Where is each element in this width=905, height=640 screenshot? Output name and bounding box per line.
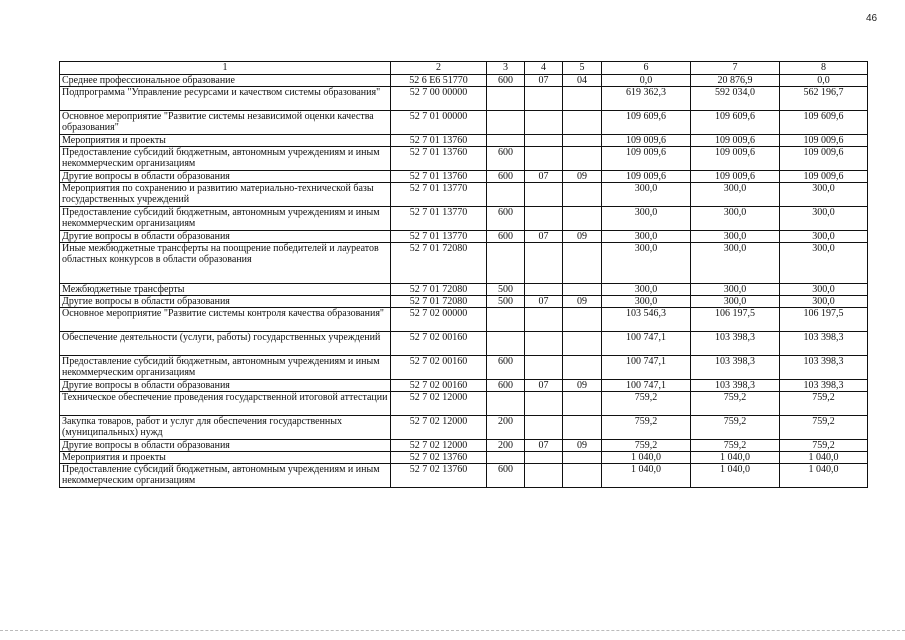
subsection-cell <box>563 111 602 135</box>
amount-year1-cell: 109 009,6 <box>602 171 691 183</box>
amount-year1-cell: 300,0 <box>602 183 691 207</box>
subsection-cell: 09 <box>563 380 602 392</box>
amount-year1-cell: 300,0 <box>602 284 691 296</box>
item-name-cell: Закупка товаров, работ и услуг для обеспечения государственных (муниципальных) нужд <box>60 416 391 440</box>
amount-year3-cell: 109 009,6 <box>780 135 868 147</box>
amount-year1-cell: 1 040,0 <box>602 452 691 464</box>
target-code-cell: 52 7 02 00160 <box>391 356 487 380</box>
table-row <box>60 332 868 356</box>
subsection-cell: 09 <box>563 231 602 243</box>
target-code-cell: 52 7 01 13770 <box>391 183 487 207</box>
section-cell: 07 <box>525 296 563 308</box>
table-row <box>60 171 868 183</box>
page-number: 46 <box>866 13 878 24</box>
item-name-cell: Мероприятия и проекты <box>60 452 391 464</box>
target-code-cell: 52 7 02 12000 <box>391 416 487 440</box>
expense-type-cell <box>487 308 525 332</box>
item-name-cell: Другие вопросы в области образования <box>60 440 391 452</box>
amount-year1-cell: 109 009,6 <box>602 147 691 171</box>
header-cell-5: 5 <box>563 62 602 75</box>
subsection-cell <box>563 392 602 416</box>
expense-type-cell: 500 <box>487 284 525 296</box>
target-code-cell: 52 6 E6 51770 <box>391 75 487 87</box>
section-cell <box>525 308 563 332</box>
amount-year1-cell: 300,0 <box>602 231 691 243</box>
amount-year2-cell: 103 398,3 <box>691 356 780 380</box>
item-name-cell: Иные межбюджетные трансферты на поощрение победителей и лауреатов областных конкурсов в области образования <box>60 243 391 284</box>
amount-year3-cell: 103 398,3 <box>780 380 868 392</box>
section-cell: 07 <box>525 380 563 392</box>
subsection-cell: 09 <box>563 171 602 183</box>
expense-type-cell: 600 <box>487 231 525 243</box>
amount-year1-cell: 0,0 <box>602 75 691 87</box>
table-row <box>60 87 868 111</box>
table-row <box>60 231 868 243</box>
subsection-cell <box>563 183 602 207</box>
table-row <box>60 183 868 207</box>
expense-type-cell: 600 <box>487 75 525 87</box>
header-cell-2: 2 <box>391 62 487 75</box>
expense-type-cell <box>487 87 525 111</box>
subsection-cell <box>563 207 602 231</box>
item-name-cell: Другие вопросы в области образования <box>60 171 391 183</box>
item-name-cell: Межбюджетные трансферты <box>60 284 391 296</box>
target-code-cell: 52 7 00 00000 <box>391 87 487 111</box>
subsection-cell <box>563 464 602 488</box>
expense-type-cell: 600 <box>487 356 525 380</box>
item-name-cell: Мероприятия по сохранению и развитию материально-технической базы государственных учреждений <box>60 183 391 207</box>
expense-type-cell: 200 <box>487 440 525 452</box>
section-cell <box>525 416 563 440</box>
section-cell: 07 <box>525 231 563 243</box>
amount-year2-cell: 20 876,9 <box>691 75 780 87</box>
expense-type-cell <box>487 243 525 284</box>
header-cell-4: 4 <box>525 62 563 75</box>
expense-type-cell <box>487 135 525 147</box>
table-row <box>60 452 868 464</box>
item-name-cell: Среднее профессиональное образование <box>60 75 391 87</box>
expense-type-cell: 600 <box>487 171 525 183</box>
section-cell <box>525 284 563 296</box>
amount-year3-cell: 0,0 <box>780 75 868 87</box>
target-code-cell: 52 7 01 00000 <box>391 111 487 135</box>
section-cell <box>525 464 563 488</box>
subsection-cell <box>563 356 602 380</box>
target-code-cell: 52 7 01 13760 <box>391 171 487 183</box>
amount-year3-cell: 759,2 <box>780 416 868 440</box>
section-cell: 07 <box>525 171 563 183</box>
amount-year2-cell: 106 197,5 <box>691 308 780 332</box>
section-cell <box>525 452 563 464</box>
table-row <box>60 243 868 284</box>
amount-year1-cell: 100 747,1 <box>602 380 691 392</box>
amount-year3-cell: 109 009,6 <box>780 147 868 171</box>
header-row <box>60 62 868 75</box>
subsection-cell <box>563 284 602 296</box>
table-row <box>60 111 868 135</box>
table-row <box>60 147 868 171</box>
amount-year1-cell: 300,0 <box>602 207 691 231</box>
subsection-cell <box>563 332 602 356</box>
amount-year2-cell: 1 040,0 <box>691 452 780 464</box>
item-name-cell: Обеспечение деятельности (услуги, работы) государственных учреждений <box>60 332 391 356</box>
table-row <box>60 308 868 332</box>
amount-year2-cell: 300,0 <box>691 183 780 207</box>
target-code-cell: 52 7 02 12000 <box>391 440 487 452</box>
amount-year1-cell: 103 546,3 <box>602 308 691 332</box>
amount-year3-cell: 300,0 <box>780 183 868 207</box>
subsection-cell <box>563 416 602 440</box>
amount-year2-cell: 759,2 <box>691 392 780 416</box>
amount-year2-cell: 109 009,6 <box>691 147 780 171</box>
table-row <box>60 464 868 488</box>
section-cell: 07 <box>525 75 563 87</box>
amount-year3-cell: 103 398,3 <box>780 356 868 380</box>
section-cell: 07 <box>525 440 563 452</box>
subsection-cell: 09 <box>563 440 602 452</box>
table-row <box>60 207 868 231</box>
subsection-cell: 09 <box>563 296 602 308</box>
amount-year2-cell: 300,0 <box>691 231 780 243</box>
amount-year2-cell: 109 009,6 <box>691 171 780 183</box>
amount-year3-cell: 109 009,6 <box>780 171 868 183</box>
amount-year3-cell: 103 398,3 <box>780 332 868 356</box>
subsection-cell <box>563 308 602 332</box>
section-cell <box>525 243 563 284</box>
item-name-cell: Предоставление субсидий бюджетным, автономным учреждениям и иным некоммерческим организациям <box>60 464 391 488</box>
expense-type-cell <box>487 111 525 135</box>
amount-year3-cell: 106 197,5 <box>780 308 868 332</box>
target-code-cell: 52 7 02 00000 <box>391 308 487 332</box>
table-row <box>60 284 868 296</box>
expense-type-cell <box>487 452 525 464</box>
amount-year1-cell: 100 747,1 <box>602 356 691 380</box>
target-code-cell: 52 7 02 00160 <box>391 380 487 392</box>
section-cell <box>525 332 563 356</box>
expense-type-cell: 600 <box>487 464 525 488</box>
amount-year3-cell: 562 196,7 <box>780 87 868 111</box>
budget-table <box>59 61 868 488</box>
target-code-cell: 52 7 01 72080 <box>391 284 487 296</box>
amount-year1-cell: 619 362,3 <box>602 87 691 111</box>
amount-year3-cell: 1 040,0 <box>780 452 868 464</box>
item-name-cell: Основное мероприятие "Развитие системы независимой оценки качества образования" <box>60 111 391 135</box>
amount-year1-cell: 759,2 <box>602 416 691 440</box>
amount-year1-cell: 759,2 <box>602 440 691 452</box>
table-row <box>60 356 868 380</box>
target-code-cell: 52 7 01 13770 <box>391 231 487 243</box>
page-bottom-edge <box>0 630 905 637</box>
amount-year3-cell: 300,0 <box>780 243 868 284</box>
table-row <box>60 440 868 452</box>
amount-year3-cell: 1 040,0 <box>780 464 868 488</box>
subsection-cell <box>563 147 602 171</box>
table-row <box>60 380 868 392</box>
amount-year1-cell: 300,0 <box>602 243 691 284</box>
amount-year1-cell: 109 009,6 <box>602 135 691 147</box>
amount-year2-cell: 109 609,6 <box>691 111 780 135</box>
table-row <box>60 296 868 308</box>
item-name-cell: Мероприятия и проекты <box>60 135 391 147</box>
target-code-cell: 52 7 01 13760 <box>391 147 487 171</box>
item-name-cell: Предоставление субсидий бюджетным, автономным учреждениям и иным некоммерческим организациям <box>60 147 391 171</box>
amount-year2-cell: 300,0 <box>691 284 780 296</box>
item-name-cell: Техническое обеспечение проведения государственной итоговой аттестации <box>60 392 391 416</box>
target-code-cell: 52 7 02 12000 <box>391 392 487 416</box>
amount-year2-cell: 300,0 <box>691 296 780 308</box>
item-name-cell: Предоставление субсидий бюджетным, автономным учреждениям и иным некоммерческим организациям <box>60 356 391 380</box>
amount-year2-cell: 103 398,3 <box>691 380 780 392</box>
section-cell <box>525 392 563 416</box>
item-name-cell: Подпрограмма "Управление ресурсами и качеством системы образования" <box>60 87 391 111</box>
header-cell-3: 3 <box>487 62 525 75</box>
amount-year1-cell: 1 040,0 <box>602 464 691 488</box>
amount-year3-cell: 300,0 <box>780 284 868 296</box>
section-cell <box>525 111 563 135</box>
table-row <box>60 392 868 416</box>
target-code-cell: 52 7 01 72080 <box>391 296 487 308</box>
item-name-cell: Предоставление субсидий бюджетным, автономным учреждениям и иным некоммерческим организациям <box>60 207 391 231</box>
expense-type-cell <box>487 183 525 207</box>
amount-year2-cell: 1 040,0 <box>691 464 780 488</box>
amount-year2-cell: 592 034,0 <box>691 87 780 111</box>
amount-year3-cell: 300,0 <box>780 296 868 308</box>
amount-year3-cell: 300,0 <box>780 231 868 243</box>
amount-year2-cell: 300,0 <box>691 243 780 284</box>
subsection-cell: 04 <box>563 75 602 87</box>
table-row <box>60 416 868 440</box>
amount-year2-cell: 109 009,6 <box>691 135 780 147</box>
amount-year3-cell: 109 609,6 <box>780 111 868 135</box>
section-cell <box>525 135 563 147</box>
amount-year1-cell: 109 609,6 <box>602 111 691 135</box>
section-cell <box>525 87 563 111</box>
table-body <box>60 75 868 488</box>
section-cell <box>525 356 563 380</box>
item-name-cell: Другие вопросы в области образования <box>60 231 391 243</box>
target-code-cell: 52 7 02 13760 <box>391 464 487 488</box>
amount-year3-cell: 759,2 <box>780 440 868 452</box>
header-cell-6: 6 <box>602 62 691 75</box>
expense-type-cell: 500 <box>487 296 525 308</box>
expense-type-cell: 200 <box>487 416 525 440</box>
amount-year2-cell: 759,2 <box>691 416 780 440</box>
target-code-cell: 52 7 01 72080 <box>391 243 487 284</box>
target-code-cell: 52 7 02 13760 <box>391 452 487 464</box>
item-name-cell: Другие вопросы в области образования <box>60 380 391 392</box>
amount-year1-cell: 759,2 <box>602 392 691 416</box>
expense-type-cell: 600 <box>487 207 525 231</box>
subsection-cell <box>563 87 602 111</box>
subsection-cell <box>563 135 602 147</box>
amount-year1-cell: 100 747,1 <box>602 332 691 356</box>
amount-year3-cell: 300,0 <box>780 207 868 231</box>
amount-year2-cell: 300,0 <box>691 207 780 231</box>
subsection-cell <box>563 243 602 284</box>
section-cell <box>525 147 563 171</box>
amount-year2-cell: 103 398,3 <box>691 332 780 356</box>
section-cell <box>525 207 563 231</box>
header-cell-1: 1 <box>60 62 391 75</box>
subsection-cell <box>563 452 602 464</box>
header-cell-8: 8 <box>780 62 868 75</box>
header-cell-7: 7 <box>691 62 780 75</box>
item-name-cell: Основное мероприятие "Развитие системы контроля качества образования" <box>60 308 391 332</box>
expense-type-cell <box>487 392 525 416</box>
table-row <box>60 135 868 147</box>
target-code-cell: 52 7 01 13760 <box>391 135 487 147</box>
amount-year2-cell: 759,2 <box>691 440 780 452</box>
target-code-cell: 52 7 02 00160 <box>391 332 487 356</box>
target-code-cell: 52 7 01 13770 <box>391 207 487 231</box>
expense-type-cell <box>487 332 525 356</box>
item-name-cell: Другие вопросы в области образования <box>60 296 391 308</box>
table-row <box>60 75 868 87</box>
section-cell <box>525 183 563 207</box>
expense-type-cell: 600 <box>487 380 525 392</box>
amount-year1-cell: 300,0 <box>602 296 691 308</box>
expense-type-cell: 600 <box>487 147 525 171</box>
amount-year3-cell: 759,2 <box>780 392 868 416</box>
